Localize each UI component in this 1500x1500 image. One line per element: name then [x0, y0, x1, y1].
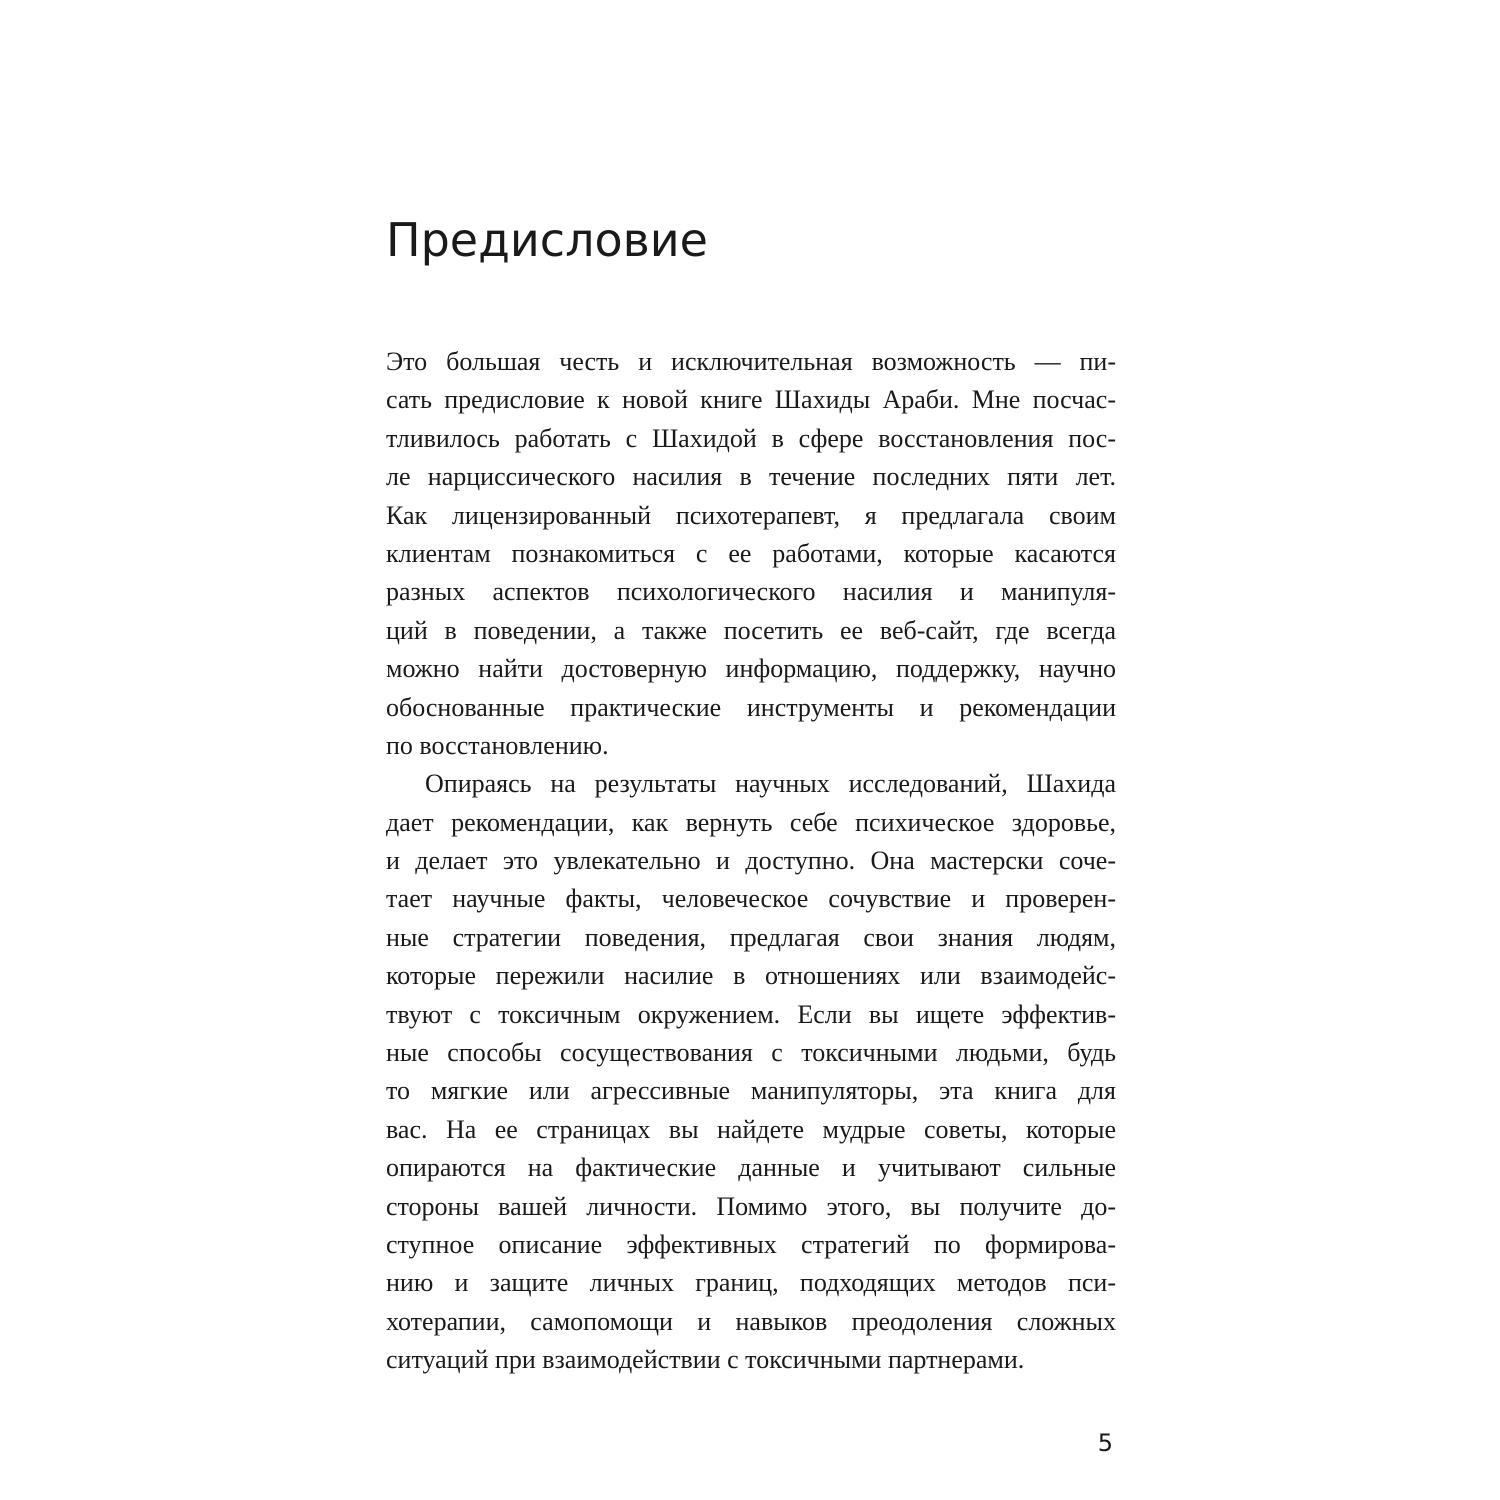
text-line: клиентам познакомиться с ее работами, которые касаются — [386, 538, 1116, 568]
text-line: тливилось работать с Шахидой в сфере восстановления пос- — [386, 423, 1116, 453]
paragraph-2 — [386, 765, 1116, 1379]
text-line: Это большая честь и исключительная возможность — пи- — [386, 347, 1116, 376]
text-line: тает научные факты, человеческое сочувствие и проверен- — [386, 884, 1116, 914]
text-line: твуют с токсичным окружением. Если вы ищете эффектив- — [386, 999, 1116, 1029]
text-line: разных аспектов психологического насилия и манипуля- — [386, 577, 1116, 607]
text-line: стороны вашей личности. Помимо этого, вы получите до- — [386, 1191, 1116, 1221]
text-line: ситуаций при взаимодействии с токсичными партнерами. — [386, 1345, 1025, 1375]
text-line: сать предисловие к новой книге Шахиды Араби. Мне посчас- — [386, 385, 1116, 415]
text-line: опираются на фактические данные и учитывают сильные — [386, 1153, 1116, 1183]
chapter-title: Предисловие — [386, 213, 708, 267]
text-line: то мягкие или агрессивные манипуляторы, эта книга для — [386, 1076, 1116, 1106]
text-line: нию и защите личных границ, подходящих методов пси- — [386, 1268, 1116, 1298]
text-line: по восстановлению. — [386, 730, 609, 760]
text-line: и делает это увлекательно и доступно. Она мастерски соче- — [386, 846, 1116, 876]
text-line: Как лицензированный психотерапевт, я предлагала своим — [386, 500, 1116, 530]
body-text — [386, 343, 1116, 1380]
text-line: хотерапии, самопомощи и навыков преодоления сложных — [386, 1306, 1116, 1336]
text-line: которые пережили насилие в отношениях или взаимодейс- — [386, 961, 1116, 991]
text-line: вас. На ее страницах вы найдете мудрые советы, которые — [386, 1114, 1116, 1144]
text-line: можно найти достоверную информацию, поддержку, научно — [386, 654, 1116, 684]
text-line: обоснованные практические инструменты и рекомендации — [386, 692, 1116, 722]
text-line: ные стратегии поведения, предлагая свои знания людям, — [386, 922, 1116, 952]
text-line: дает рекомендации, как вернуть себе психическое здоровье, — [386, 807, 1116, 837]
text-line: ные способы сосуществования с токсичными людьми, будь — [386, 1038, 1116, 1068]
text-line: ступное описание эффективных стратегий по формирова- — [386, 1229, 1116, 1259]
text-line: ций в поведении, а также посетить ее веб-сайт, где всегда — [386, 615, 1116, 645]
page-number: 5 — [1097, 1429, 1113, 1457]
paragraph-1 — [386, 343, 1116, 765]
text-line: ле нарциссического насилия в течение последних пяти лет. — [386, 462, 1116, 492]
text-line: Опираясь на результаты научных исследований, Шахида — [425, 769, 1116, 799]
